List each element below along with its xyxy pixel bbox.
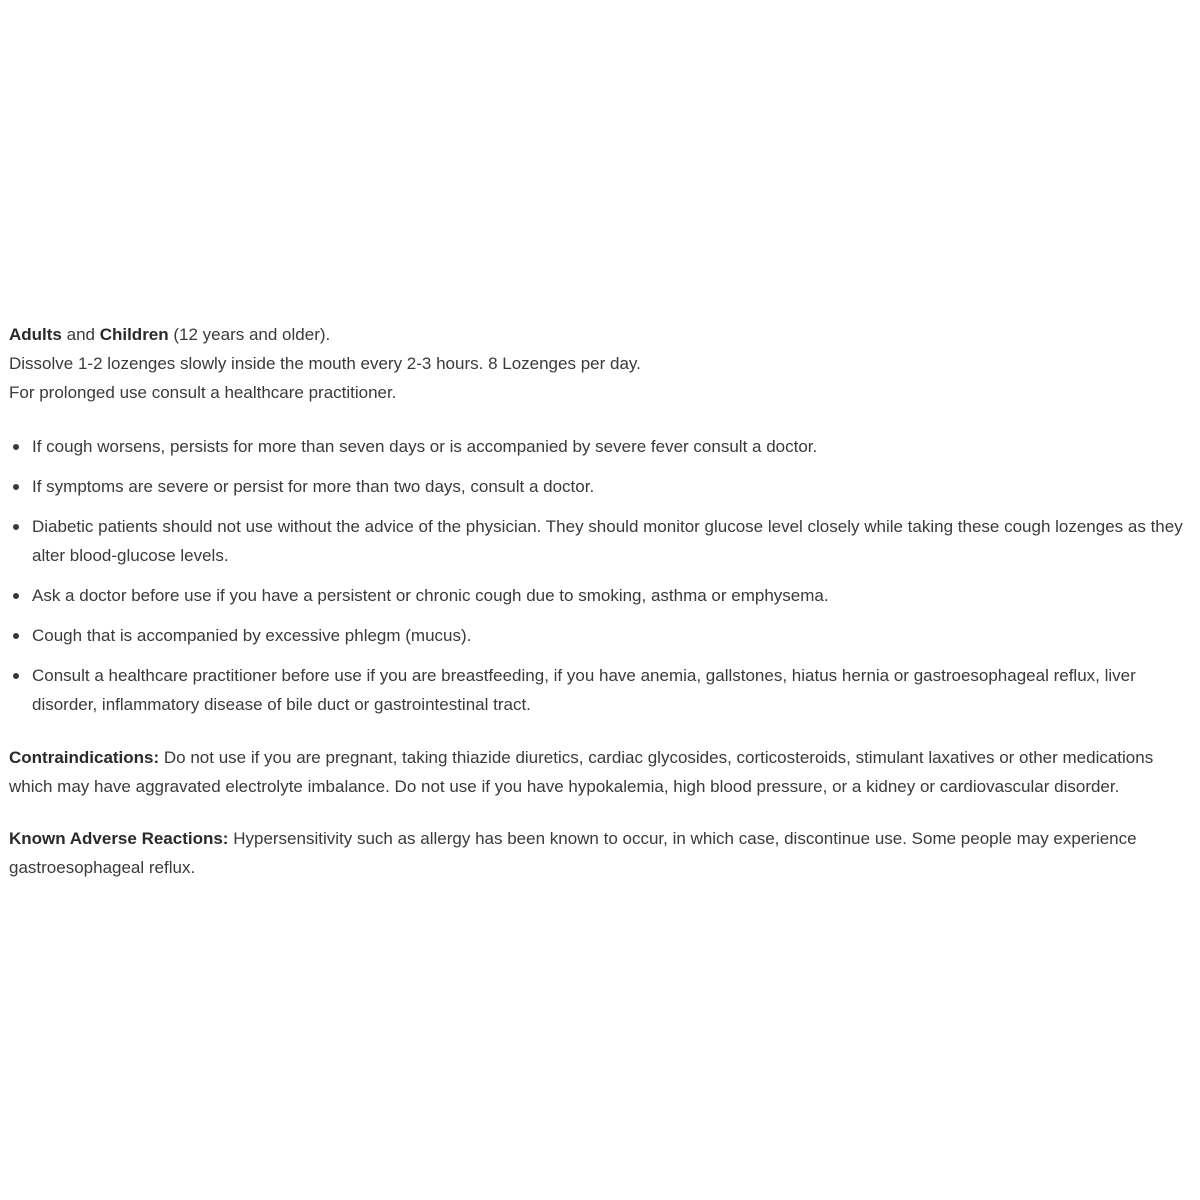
adverse-reactions-text: Hypersensitivity such as allergy has been known to occur, in which case, discontinue use. Some people may experience gastroesophageal reflux. (9, 829, 1137, 877)
age-note: (12 years and older). (168, 325, 331, 344)
prolonged-use-note: For prolonged use consult a healthcare practitioner. (9, 383, 397, 402)
list-item (9, 581, 1195, 610)
bullet-icon (13, 673, 19, 679)
list-item (9, 621, 1195, 650)
product-directions (9, 320, 1195, 905)
dose-instructions: Dissolve 1-2 lozenges slowly inside the mouth every 2-3 hours. 8 Lozenges per day. (9, 354, 641, 373)
list-item (9, 512, 1195, 570)
warning-text: Consult a healthcare practitioner before use if you are breastfeeding, if you have anemia, gallstones, hiatus hernia or gastroesophageal reflux, liver disorder, inflammatory disease of bile duct or gastrointestinal tract. (32, 666, 1136, 714)
list-item (9, 661, 1195, 719)
dosage-audience-line (9, 320, 1195, 349)
list-item (9, 432, 1195, 461)
adverse-reactions-section (9, 824, 1195, 882)
dosage-section (9, 320, 1195, 407)
bullet-icon (13, 524, 19, 530)
adults-label: Adults (9, 325, 62, 344)
warning-text: If cough worsens, persists for more than seven days or is accompanied by severe fever consult a doctor. (32, 437, 818, 456)
bullet-icon (13, 484, 19, 490)
contraindications-text: Do not use if you are pregnant, taking thiazide diuretics, cardiac glycosides, corticosteroids, stimulant laxatives or other medications which may have aggravated electrolyte imbalance. Do not use if you have hypokalemia, high blood pressure, or a kidney or cardiovascular disorder. (9, 748, 1154, 796)
warnings-list (9, 432, 1195, 719)
bullet-icon (13, 444, 19, 450)
warning-text: Diabetic patients should not use without the advice of the physician. They should monitor glucose level closely while taking these cough lozenges as they alter blood-glucose levels. (32, 517, 1183, 565)
and-text: and (61, 325, 100, 344)
bullet-icon (13, 593, 19, 599)
children-label: Children (99, 325, 169, 344)
contraindications-section (9, 743, 1195, 801)
contraindications-label: Contraindications: (9, 748, 160, 767)
warning-text: Ask a doctor before use if you have a persistent or chronic cough due to smoking, asthma or emphysema. (32, 586, 829, 605)
adverse-reactions-label: Known Adverse Reactions: (9, 829, 229, 848)
warning-text: Cough that is accompanied by excessive phlegm (mucus). (32, 626, 472, 645)
bullet-icon (13, 633, 19, 639)
list-item (9, 472, 1195, 501)
warning-text: If symptoms are severe or persist for more than two days, consult a doctor. (32, 477, 595, 496)
